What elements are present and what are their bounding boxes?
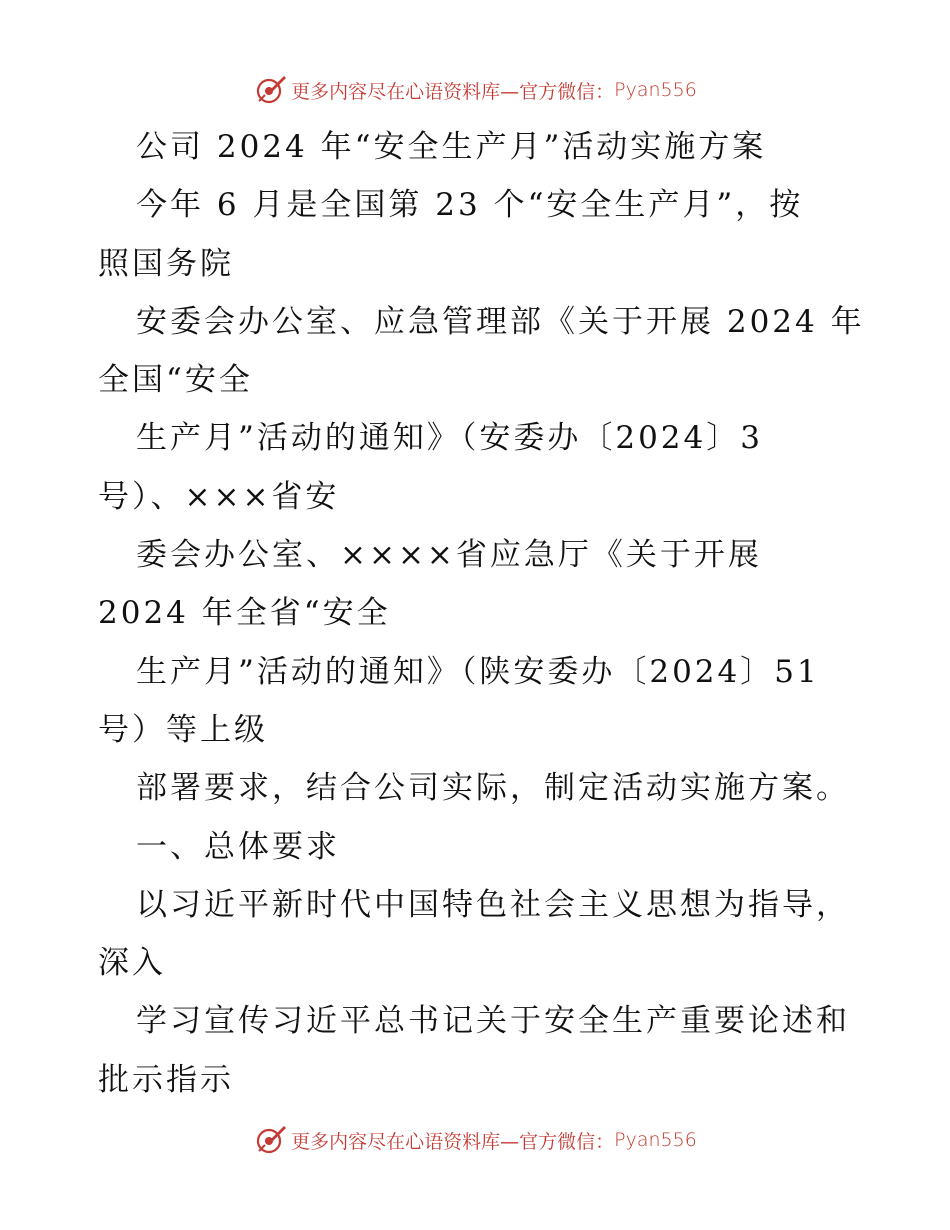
document-line: 委会办公室、××××省应急厅《关于开展 — [136, 537, 762, 574]
document-line: 深入 — [98, 945, 166, 982]
document-line: 全国“安全 — [98, 362, 253, 399]
document-line: 部署要求，结合公司实际，制定活动实施方案。 — [136, 770, 850, 807]
quill-logo-icon — [253, 73, 287, 107]
header-banner-id: Pyan556 — [614, 79, 697, 101]
document-line: 号）、×××省安 — [98, 478, 340, 515]
document-line: 一、总体要求 — [136, 828, 340, 865]
header-banner-text: 更多内容尽在心语资料库—官方微信： — [291, 80, 615, 103]
document-body — [98, 118, 898, 1109]
document-line: 今年 6 月是全国第 23 个“安全生产月”，按 — [136, 187, 804, 224]
document-line: 批示指示 — [98, 1061, 234, 1098]
document-line: 学习宣传习近平总书记关于安全生产重要论述和 — [136, 1003, 850, 1040]
document-line: 生产月”活动的通知》（陕安委办〔2024〕51 — [136, 653, 820, 690]
document-line: 号）等上级 — [98, 711, 268, 748]
footer-watermark-banner — [0, 1120, 950, 1160]
document-line: 以习近平新时代中国特色社会主义思想为指导， — [136, 886, 850, 923]
document-line: 照国务院 — [98, 245, 234, 282]
document-line: 2024 年全省“安全 — [98, 595, 391, 632]
document-line: 安委会办公室、应急管理部《关于开展 2024 年 — [136, 303, 865, 340]
footer-banner-text: 更多内容尽在心语资料库—官方微信： — [291, 1130, 615, 1153]
header-watermark-banner — [0, 70, 950, 110]
footer-banner-id: Pyan556 — [614, 1129, 697, 1151]
quill-logo-icon — [253, 1123, 287, 1157]
document-line: 生产月”活动的通知》（安委办〔2024〕3 — [136, 420, 763, 457]
document-line: 公司 2024 年“安全生产月”活动实施方案 — [136, 129, 767, 165]
